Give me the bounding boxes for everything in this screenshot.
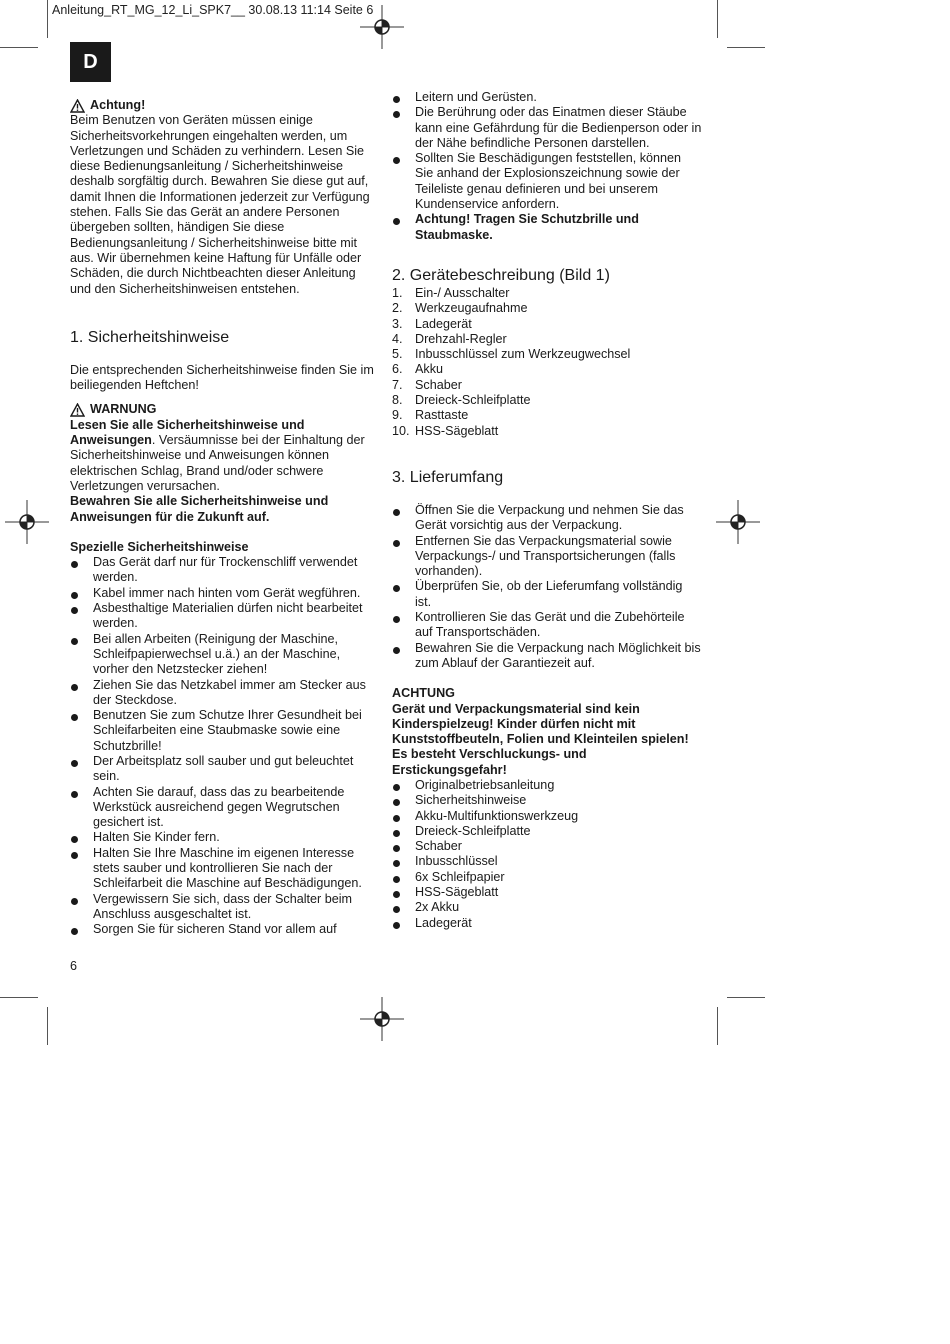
list-item: 8. Dreieck-Schleifplatte <box>392 393 531 408</box>
section-1-intro: Die entsprechenden Sicherheitshinweise finden Sie im beiliegenden Heftchen! <box>70 362 374 393</box>
achtung-title: Achtung! <box>90 98 146 112</box>
achtung-heading <box>70 98 375 113</box>
warnung-heading <box>70 402 375 417</box>
list-item: 1. Ein-/ Ausschalter <box>392 285 510 300</box>
warnung-keep: Bewahren Sie alle Sicherheitshinweise und Anweisungen für die Zukunft auf. <box>70 494 329 524</box>
list-item: Entfernen Sie das Verpackungsmaterial sowie Verpackungs-/ und Transportsicherungen (falls vorhanden). <box>392 534 702 580</box>
crop-mark <box>717 0 718 38</box>
list-item: Leitern und Gerüsten. <box>392 90 702 105</box>
parts-list <box>392 286 702 439</box>
list-item: Überprüfen Sie, ob der Lieferumfang vollständig ist. <box>392 579 702 610</box>
list-item: 6. Akku <box>392 362 443 377</box>
list-item: Das Gerät darf nur für Trockenschliff verwendet werden. <box>70 555 375 586</box>
achtung-text: Beim Benutzen von Geräten müssen einige Sicherheitsvorkehrungen eingehalten werden, um Verletzungen und Schäden zu verhindern. Lesen Sie diese Bedienungsanleitung / Sicherheitshinweise deshalb sorgfältig durch. Bewahren Sie diese gut auf, damit Ihnen die Informationen jederzeit zur Verfügung stehen. Falls Sie das Gerät an andere Personen übergeben sollten, händigen Sie diese Bedienungsanleitung / Sicherheitshinweise bitte mit aus. Wir übernehmen keine Haftung für Unfälle oder Schäden, die durch Nichtbeachten dieser Anleitung und den Sicherheitshinweisen entstehen. <box>70 113 370 296</box>
left-column <box>70 98 375 938</box>
registration-mark-icon <box>360 5 404 49</box>
list-item: 10. HSS-Sägeblatt <box>392 423 499 438</box>
list-item: Schaber <box>392 839 702 854</box>
list-item: Achtung! Tragen Sie Schutzbrille und Staubmaske. <box>392 212 702 243</box>
list-item: Halten Sie Kinder fern. <box>70 830 375 845</box>
list-item: 2. Werkzeugaufnahme <box>392 301 528 316</box>
list-item: Bei allen Arbeiten (Reinigung der Maschine, Schleifpapierwechsel u.ä.) an der Maschine, vorher den Netzstecker ziehen! <box>70 632 375 678</box>
list-item: Der Arbeitsplatz soll sauber und gut beleuchtet sein. <box>70 754 375 785</box>
list-item: Kontrollieren Sie das Gerät und die Zubehörteile auf Transportschäden. <box>392 610 702 641</box>
list-item: Sollten Sie Beschädigungen feststellen, können Sie anhand der Explosionszeichnung sowie der Teileliste genau definieren und bei unserem Kundenservice anfordern. <box>392 151 702 212</box>
warning-triangle-icon <box>70 403 85 417</box>
list-item: Ziehen Sie das Netzkabel immer am Stecker aus der Steckdose. <box>70 678 375 709</box>
warnung-title: WARNUNG <box>90 402 157 417</box>
list-item: Inbusschlüssel <box>392 854 702 869</box>
registration-mark-icon <box>360 997 404 1041</box>
list-item: Die Berührung oder das Einatmen dieser Stäube kann eine Gefährdung für die Bedienperson oder in der Nähe befindliche Personen darstellen. <box>392 105 702 151</box>
registration-mark-icon <box>716 500 760 544</box>
special-heading: Spezielle Sicherheitshinweise <box>70 539 249 554</box>
crop-mark <box>727 47 765 48</box>
contents-list <box>392 778 702 931</box>
section-2-title: 2. Gerätebeschreibung (Bild 1) <box>392 266 610 284</box>
right-column <box>392 90 702 931</box>
list-item: 7. Schaber <box>392 377 462 392</box>
list-item: Vergewissern Sie sich, dass der Schalter beim Anschluss ausgeschaltet ist. <box>70 892 375 923</box>
crop-mark <box>47 1007 48 1045</box>
list-item: Dreieck-Schleifplatte <box>392 824 702 839</box>
list-item: 5. Inbusschlüssel zum Werkzeugwechsel <box>392 347 631 362</box>
achtung-caps: ACHTUNG <box>392 686 455 701</box>
list-item: Ladegerät <box>392 916 702 931</box>
crop-mark <box>727 997 765 998</box>
list-item: 2x Akku <box>392 900 702 915</box>
print-slug: Anleitung_RT_MG_12_Li_SPK7__ 30.08.13 11:14 Seite 6 <box>52 3 374 17</box>
list-item: Akku-Multifunktionswerkzeug <box>392 809 702 824</box>
list-item: Kabel immer nach hinten vom Gerät wegführen. <box>70 586 375 601</box>
warning-triangle-icon <box>70 99 85 113</box>
achtung-kids-warning: Gerät und Verpackungsmaterial sind kein Kinderspielzeug! Kinder dürfen nicht mit Kunststoffbeuteln, Folien und Kleinteilen spielen! Es besteht Verschluckungs- und Erstickungsgefahr! <box>392 701 689 777</box>
section-1-title: 1. Sicherheitshinweise <box>70 328 230 346</box>
list-item: 4. Drehzahl-Regler <box>392 331 507 346</box>
warnung-bold: Lesen Sie alle Sicherheitshinweise und Anweisungen <box>70 417 305 448</box>
list-item: Sorgen Sie für sicheren Stand vor allem auf <box>70 922 375 937</box>
list-item: Benutzen Sie zum Schutze Ihrer Gesundheit bei Schleifarbeiten eine Staubmaske sowie eine Schutzbrille! <box>70 708 375 754</box>
page-number: 6 <box>70 959 78 973</box>
special-safety-list <box>70 555 375 937</box>
list-item: Bewahren Sie die Verpackung nach Möglichkeit bis zum Ablauf der Garantiezeit auf. <box>392 641 702 672</box>
crop-mark <box>717 1007 718 1045</box>
list-item: Halten Sie Ihre Maschine im eigenen Interesse stets sauber und kontrollieren Sie nach der Schleifarbeit die Maschine auf Beschädigungen. <box>70 846 375 892</box>
list-item: Originalbetriebsanleitung <box>392 778 702 793</box>
registration-mark-icon <box>5 500 49 544</box>
list-item: Öffnen Sie die Verpackung und nehmen Sie das Gerät vorsichtig aus der Verpackung. <box>392 503 702 534</box>
section-3-title: 3. Lieferumfang <box>392 468 504 486</box>
crop-mark <box>0 47 38 48</box>
list-item: Asbesthaltige Materialien dürfen nicht bearbeitet werden. <box>70 601 375 632</box>
crop-mark <box>0 997 38 998</box>
language-tab: D <box>70 42 111 82</box>
list-item: 9. Rasttaste <box>392 408 469 423</box>
list-item: 6x Schleifpapier <box>392 870 702 885</box>
list-item: 3. Ladegerät <box>392 316 472 331</box>
list-item: Sicherheitshinweise <box>392 793 702 808</box>
continued-safety-list <box>392 90 702 243</box>
crop-mark <box>47 0 48 38</box>
warnung-text: Lesen Sie alle Sicherheitshinweise und Anweisungen. Versäumnisse bei der Einhaltung der Sicherheitshinweise und Anweisungen können elektrischen Schlag, Brand und/oder schwere Verletzungen verursachen. <box>70 417 365 493</box>
list-item: HSS-Sägeblatt <box>392 885 702 900</box>
delivery-steps-list <box>392 503 702 671</box>
list-item: Achten Sie darauf, dass das zu bearbeitende Werkstück ausreichend gegen Wegrutschen gesichert ist. <box>70 785 375 831</box>
